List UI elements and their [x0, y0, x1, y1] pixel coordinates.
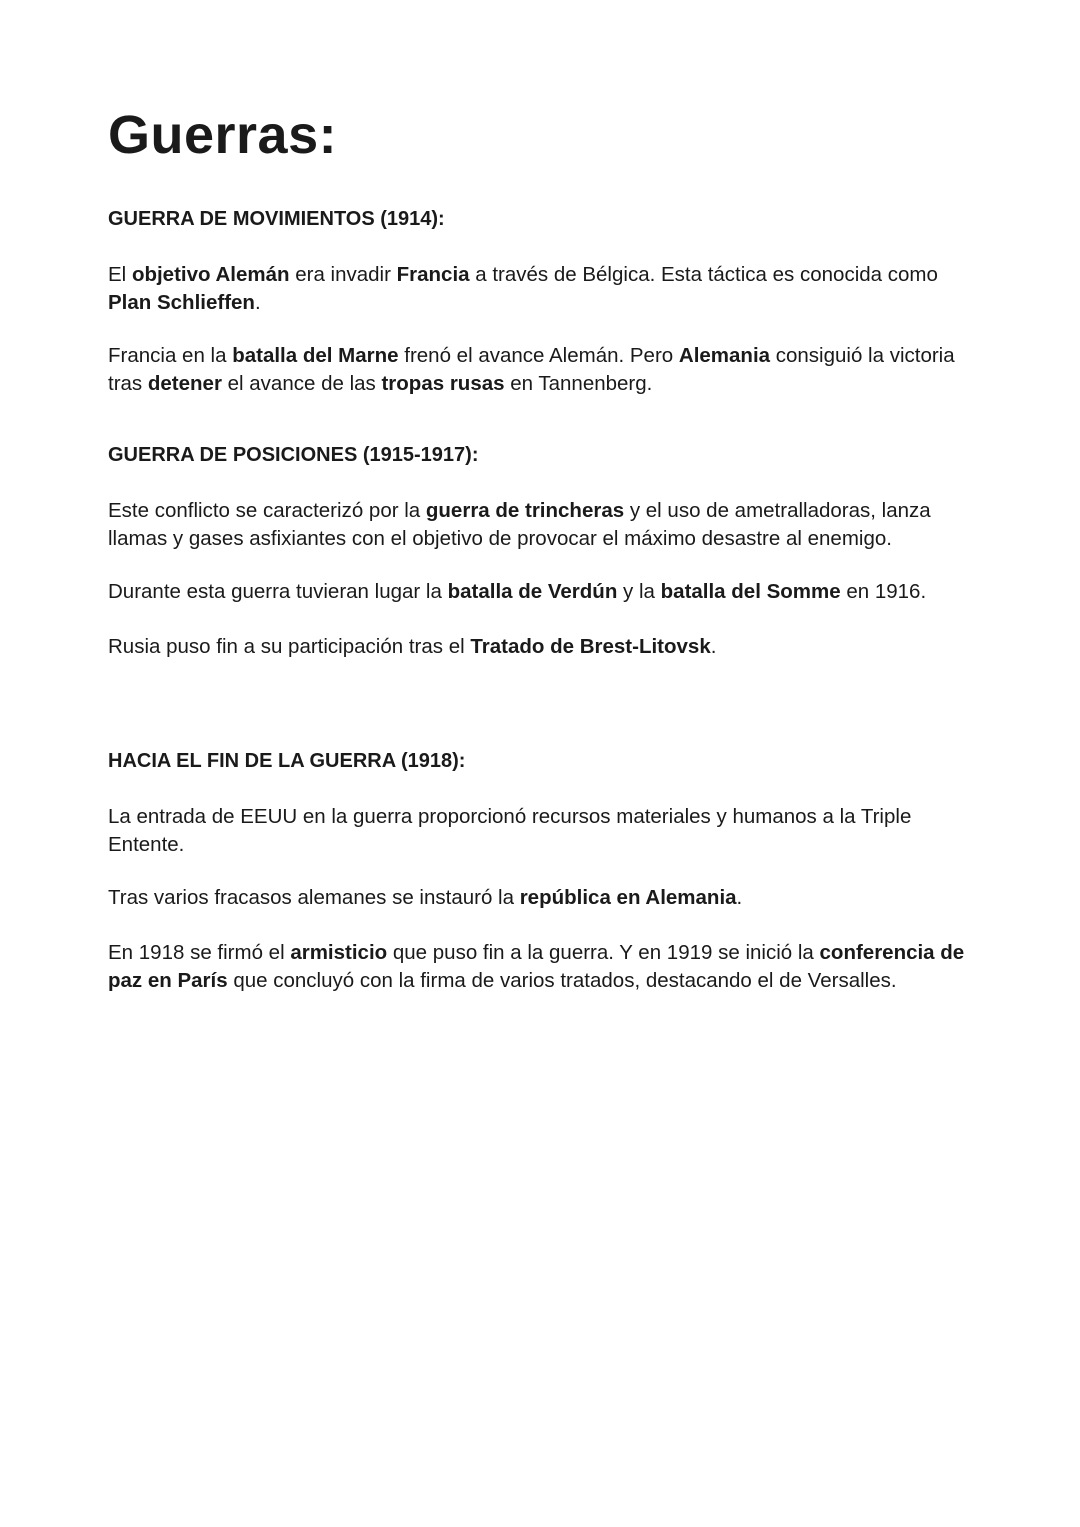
bold-text: Tratado de Brest-Litovsk	[470, 635, 711, 658]
text: consiguió la victoria tras	[108, 344, 955, 395]
paragraph	[108, 342, 983, 398]
text: era invadir	[289, 263, 397, 286]
bold-text: conferencia de paz en París	[108, 941, 965, 992]
paragraph	[108, 884, 983, 912]
text: .	[254, 291, 261, 314]
bold-text: Francia	[396, 263, 470, 286]
text: frenó el avance Alemán. Pero	[398, 344, 679, 367]
bold-text: armisticio	[290, 941, 388, 964]
text: Tras varios fracasos alemanes se instauró la	[108, 886, 520, 909]
text: Durante esta guerra tuvieran lugar la	[108, 580, 448, 603]
text: En 1918 se firmó el	[108, 941, 291, 964]
bold-text: república en Alemania	[519, 886, 737, 909]
bold-text: tropas rusas	[381, 372, 505, 395]
text: .	[710, 635, 717, 658]
paragraph	[108, 261, 983, 317]
paragraph	[108, 497, 983, 553]
text: en Tannenberg.	[504, 372, 653, 395]
text: El	[108, 263, 132, 286]
bold-text: batalla del Somme	[660, 580, 841, 603]
bold-text: Plan Schlieffen	[108, 291, 255, 314]
text: Rusia puso fin a su participación tras el	[108, 635, 471, 658]
text: a través de Bélgica. Esta táctica es conocida como	[469, 263, 938, 286]
section-heading: GUERRA DE MOVIMIENTOS (1914):	[108, 208, 445, 230]
text: el avance de las	[221, 372, 382, 395]
bold-text: Alemania	[678, 344, 771, 367]
paragraph	[108, 578, 983, 606]
paragraph	[108, 803, 983, 859]
bold-text: batalla de Verdún	[447, 580, 618, 603]
text: La entrada de EEUU en la guerra proporcionó recursos materiales y humanos a la Triple Entente.	[108, 805, 912, 856]
text: en 1916.	[840, 580, 927, 603]
section-heading: HACIA EL FIN DE LA GUERRA (1918):	[108, 750, 466, 772]
text: Este conflicto se caracterizó por la	[108, 499, 426, 522]
text: Francia en la	[108, 344, 233, 367]
text: y el uso de ametralladoras, lanza llamas y gases asfixiantes con el objetivo de provocar el máximo desastre al enemigo.	[108, 499, 931, 550]
text: que concluyó con la firma de varios tratados, destacando el de Versalles.	[227, 969, 897, 992]
bold-text: batalla del Marne	[232, 344, 399, 367]
bold-text: objetivo Alemán	[131, 263, 290, 286]
paragraph	[108, 633, 983, 661]
page-title: Guerras:	[108, 105, 338, 165]
bold-text: guerra de trincheras	[425, 499, 625, 522]
text: .	[736, 886, 743, 909]
bold-text: detener	[147, 372, 222, 395]
section-heading: GUERRA DE POSICIONES (1915-1917):	[108, 444, 479, 466]
paragraph	[108, 939, 983, 995]
text: que puso fin a la guerra. Y en 1919 se inició la	[387, 941, 820, 964]
text: y la	[617, 580, 661, 603]
